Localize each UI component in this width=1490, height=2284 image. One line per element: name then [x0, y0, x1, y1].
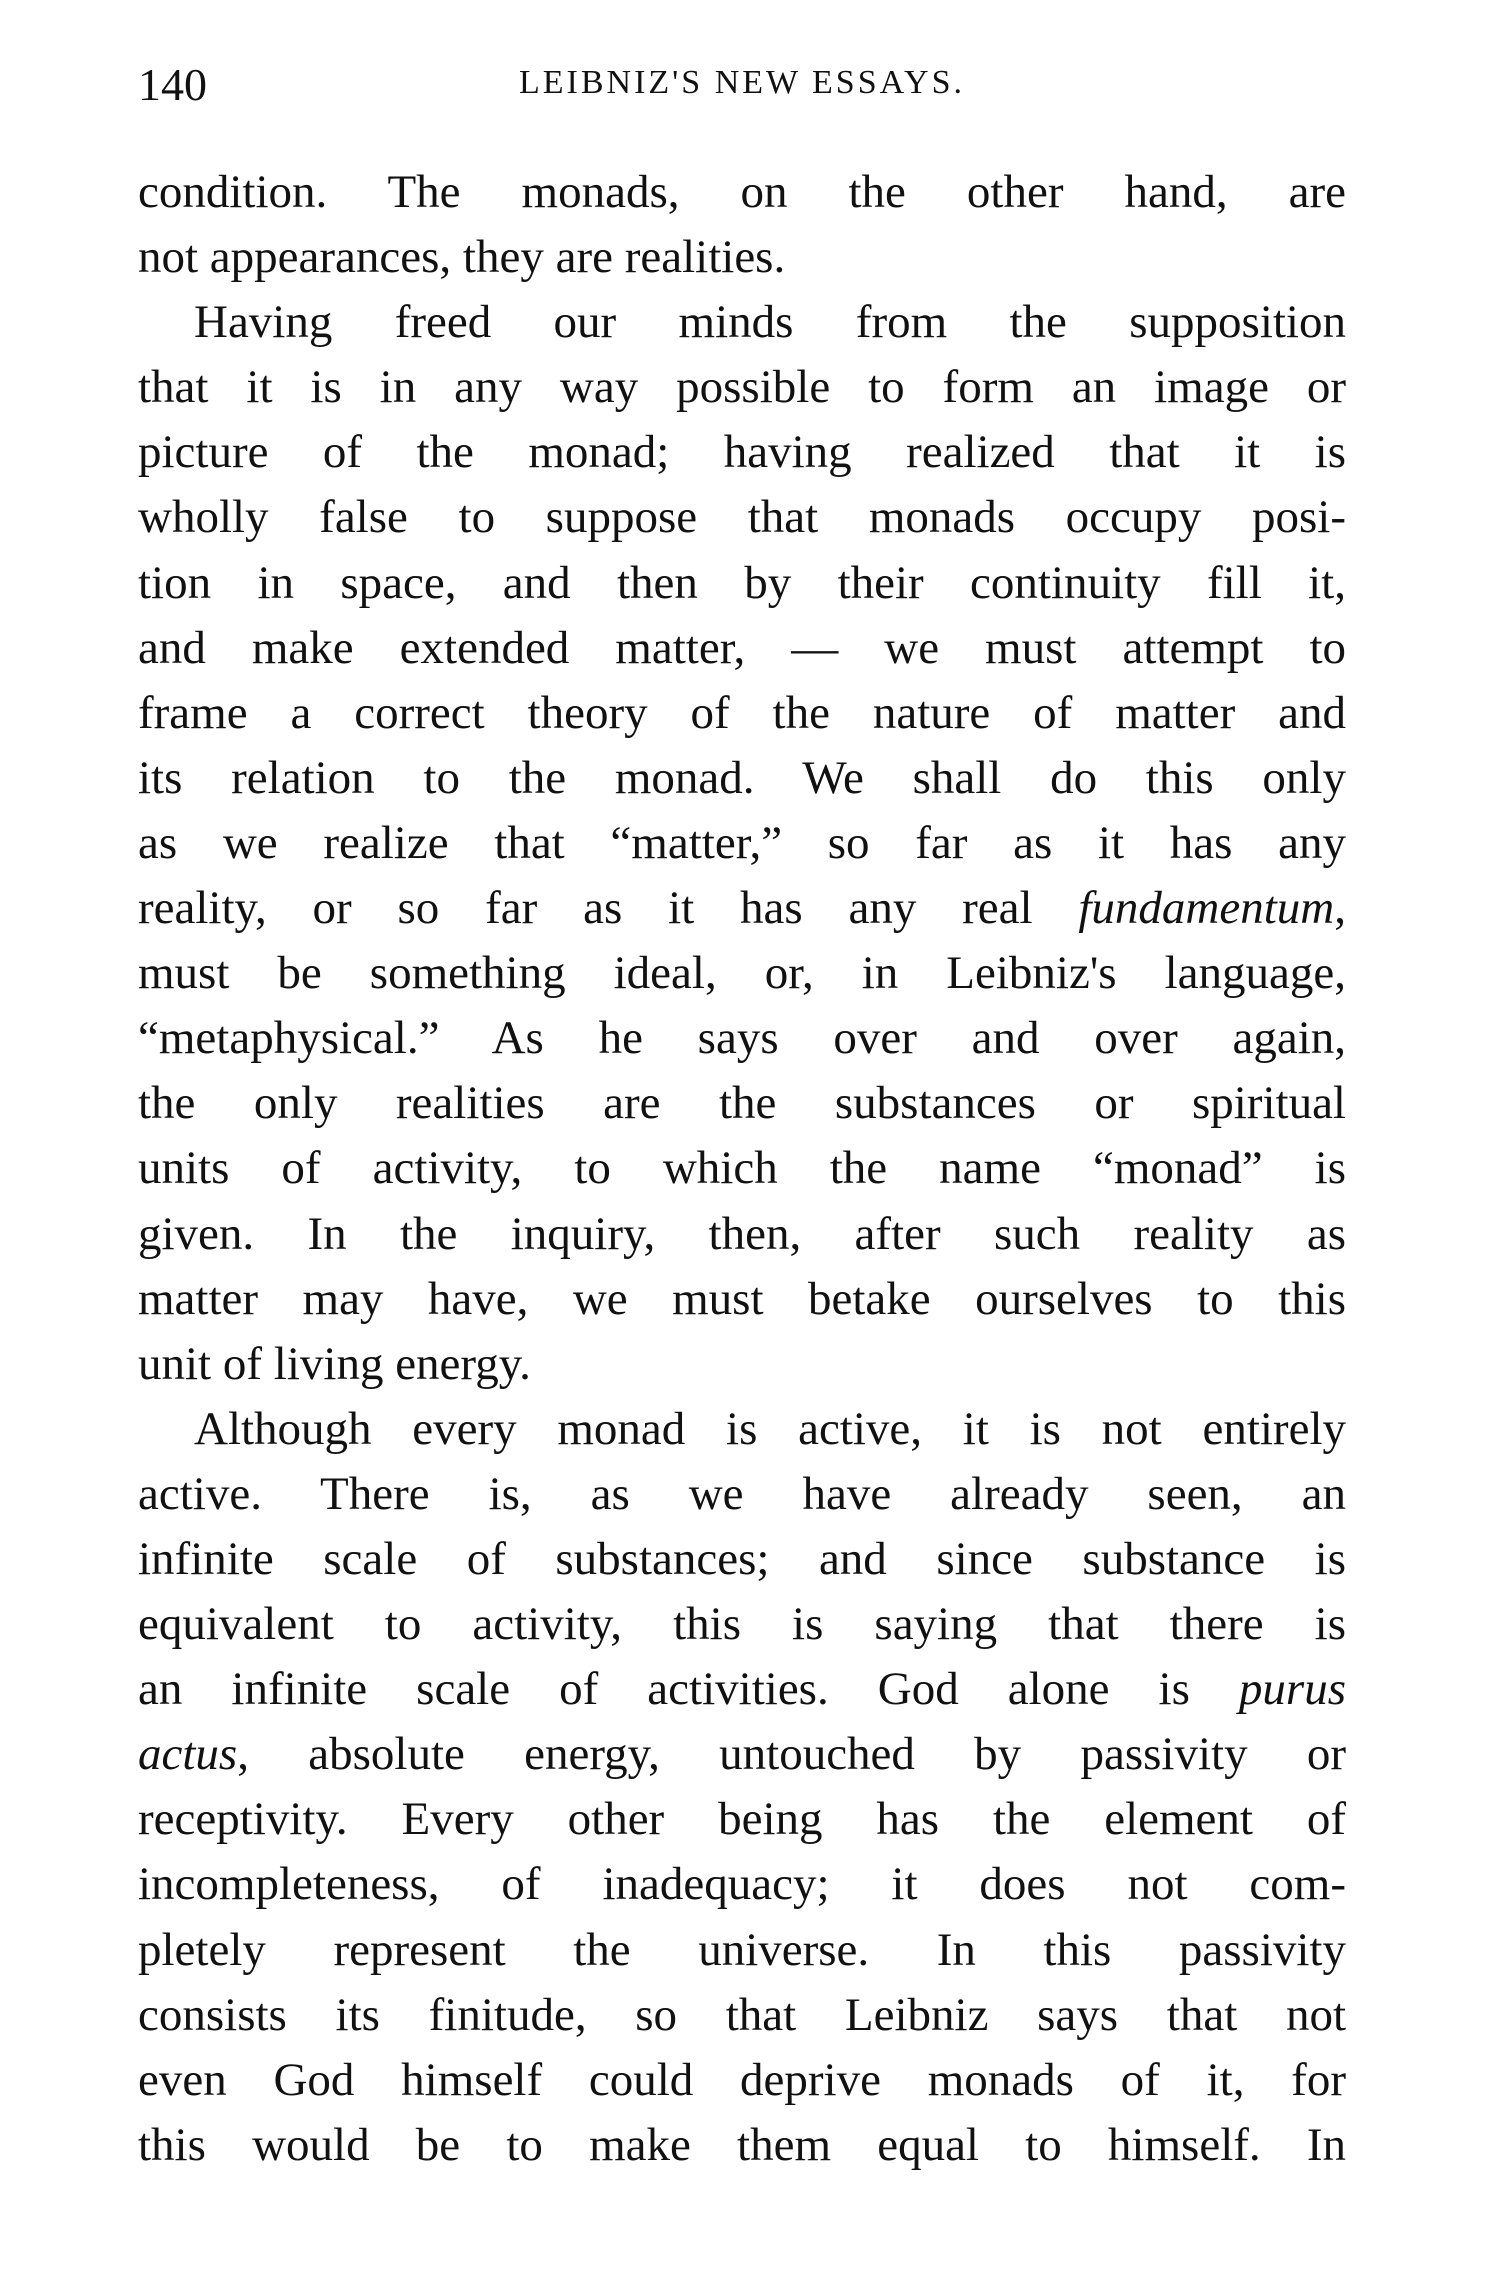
text-line — [138, 876, 1346, 941]
text-segment: wholly false to suppose that monads occupy posi- — [138, 491, 1346, 544]
text-line — [138, 1397, 1346, 1462]
text-segment: units of activity, to which the name “monad” is — [138, 1142, 1346, 1195]
paragraph — [138, 290, 1346, 1397]
text-segment: that it is in any way possible to form an image or — [138, 361, 1346, 414]
text-segment: the only realities are the substances or spiritual — [138, 1077, 1346, 1130]
text-line — [138, 1592, 1346, 1657]
text-line — [138, 1267, 1346, 1332]
text-line — [138, 941, 1346, 1006]
page-number: 140 — [138, 59, 207, 110]
text-line — [138, 225, 1346, 290]
text-line — [138, 1527, 1346, 1592]
text-line — [138, 1852, 1346, 1917]
text-segment: , absolute energy, untouched by passivity or — [237, 1728, 1346, 1781]
text-segment: an infinite scale of activities. God alone is — [138, 1663, 1239, 1716]
text-segment: incompleteness, of inadequacy; it does not com- — [138, 1858, 1346, 1911]
italic-text: actus — [138, 1728, 238, 1781]
text-line — [138, 485, 1346, 550]
text-line — [138, 746, 1346, 811]
italic-text: purus — [1238, 1663, 1346, 1716]
text-segment: not appearances, they are realities. — [138, 231, 786, 284]
text-segment: Having freed our minds from the supposition — [194, 296, 1346, 349]
text-segment: , — [1334, 882, 1346, 935]
text-line — [138, 1983, 1346, 2048]
text-segment: consists its finitude, so that Leibniz says that not — [138, 1988, 1346, 2041]
text-segment: and make extended matter, — we must attempt to — [138, 621, 1346, 674]
page-header — [138, 58, 1346, 118]
text-segment: given. In the inquiry, then, after such reality as — [138, 1207, 1346, 1260]
text-segment: even God himself could deprive monads of it, for — [138, 2053, 1346, 2106]
text-line — [138, 681, 1346, 746]
paragraph — [138, 160, 1346, 290]
text-segment: must be something ideal, or, in Leibniz's language, — [138, 947, 1346, 1000]
text-line — [138, 355, 1346, 420]
paragraph — [138, 1397, 1346, 2178]
text-line — [138, 160, 1346, 225]
text-segment: receptivity. Every other being has the element of — [138, 1793, 1346, 1846]
text-segment: “metaphysical.” As he says over and over again, — [138, 1012, 1346, 1065]
text-segment: Although every monad is active, it is not entirely — [194, 1402, 1346, 1455]
text-segment: active. There is, as we have already seen, an — [138, 1467, 1346, 1520]
text-line — [138, 1657, 1346, 1722]
text-line — [138, 2113, 1346, 2178]
text-segment: condition. The monads, on the other hand, are — [138, 166, 1346, 218]
text-segment: its relation to the monad. We shall do this only — [138, 751, 1346, 804]
text-line — [138, 1918, 1346, 1983]
text-line — [138, 1462, 1346, 1527]
text-segment: reality, or so far as it has any real — [138, 882, 1079, 935]
text-segment: unit of living energy. — [138, 1337, 531, 1390]
text-line — [138, 2048, 1346, 2113]
text-segment: this would be to make them equal to himself. In — [138, 2118, 1346, 2171]
text-segment: equivalent to activity, this is saying that there is — [138, 1598, 1346, 1651]
text-line — [138, 1006, 1346, 1071]
running-title: LEIBNIZ'S NEW ESSAYS. — [519, 64, 965, 101]
text-line — [138, 616, 1346, 681]
text-segment: infinite scale of substances; and since substance is — [138, 1532, 1346, 1585]
text-line — [138, 1136, 1346, 1201]
text-line — [138, 551, 1346, 616]
text-segment: matter may have, we must betake ourselves to this — [138, 1272, 1346, 1325]
text-segment: pletely represent the universe. In this passivity — [138, 1923, 1346, 1976]
text-line — [138, 290, 1346, 355]
text-segment: picture of the monad; having realized that it is — [138, 426, 1346, 479]
text-line — [138, 1787, 1346, 1852]
text-line — [138, 1722, 1346, 1787]
text-line — [138, 1202, 1346, 1267]
text-segment: as we realize that “matter,” so far as it has any — [138, 816, 1346, 869]
text-line — [138, 1332, 1346, 1397]
text-line — [138, 420, 1346, 485]
italic-text: fundamentum — [1078, 882, 1335, 935]
text-line — [138, 811, 1346, 876]
text-line — [138, 1071, 1346, 1136]
page-body — [138, 160, 1346, 2178]
text-segment: frame a correct theory of the nature of matter and — [138, 686, 1346, 739]
text-segment: tion in space, and then by their continuity fill it, — [138, 556, 1346, 609]
